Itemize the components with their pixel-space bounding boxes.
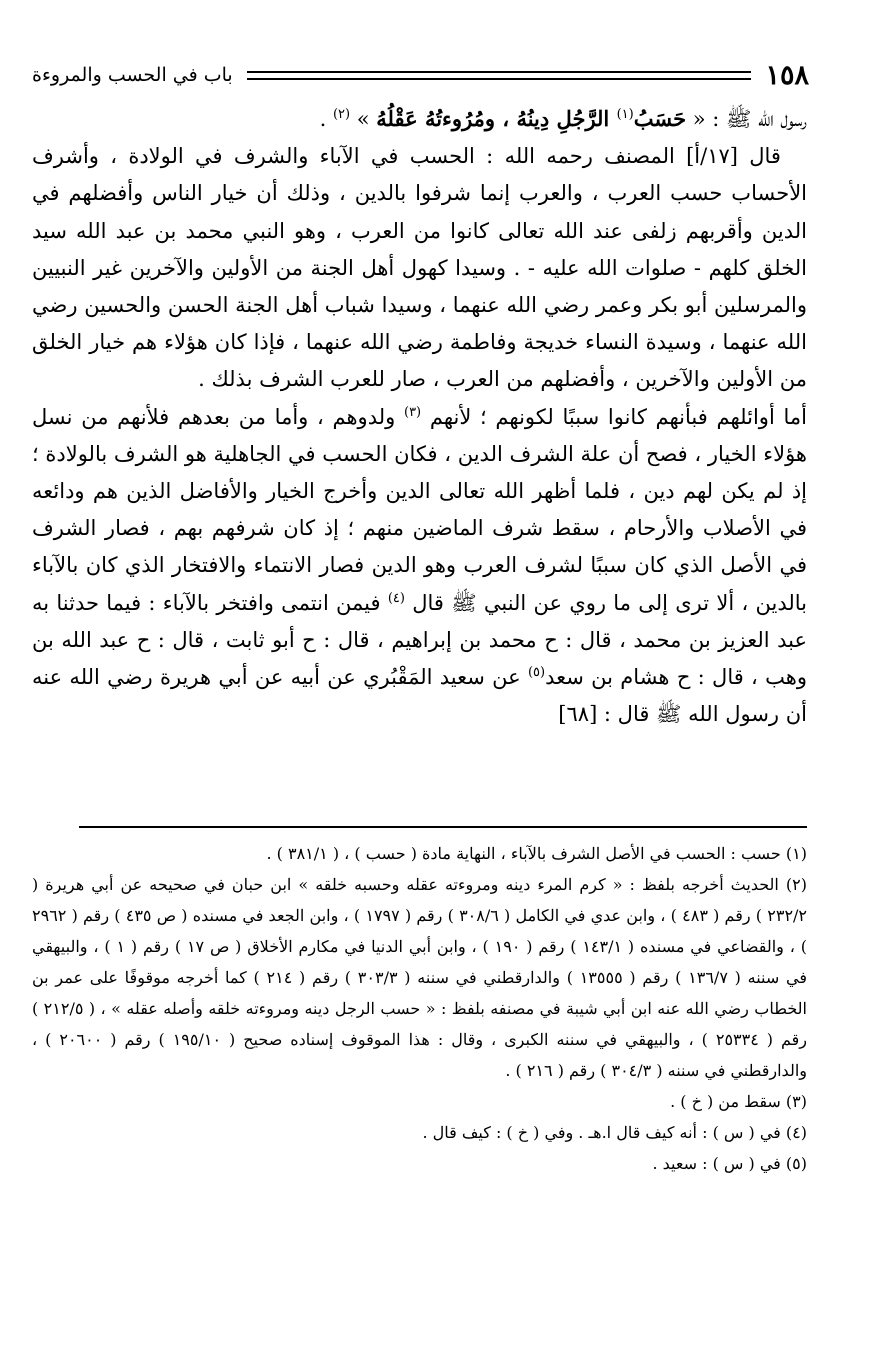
p3-text-c: فيمن انتمى وافتخر بالآباء : فيما حدثنا به عبد العزيز بن محمد ، قال : ح محمد بن إبراهيم ، قال : ح أبو ثابت ، قال : ح عبد الله بن وهب ، قال : ح هشام بن سعد [32, 590, 807, 690]
page-number: ١٥٨ [765, 59, 809, 91]
footnote-ref-2: (٢) [332, 107, 351, 122]
footnote-separator [79, 826, 807, 828]
footnote-ref-5: (٥) [527, 665, 546, 681]
p2-text: قال [١٧/أ] المصنف رحمه الله : الحسب في الآباء والشرف في الولادة ، وأشرف الأحساب حسب العرب ، والعرب إنما شرفوا بالدين ، وذلك أن خيار الناس وأفضلهم في الدين وأقربهم زلفى عند الله تعالى كانوا من العرب ، وهو النبي محمد بن عبد الله سيد الخلق كلهم - صلوات الله عليه - . وسيدا كهول أهل الجنة من الأولين والآخرين غير النبيين والمرسلين أبو بكر وعمر رضي الله عنهما ، وسيدا شباب أهل الجنة الحسن والحسين رضي الله عنهما ، وسيدة النساء خديجة وفاطمة رضي الله عنهما ، فإذا كان هؤلاء هم خيار الخلق من الأولين والآخرين ، وأفضلهم من العرب ، صار للعرب الشرف بذلك . [32, 144, 807, 392]
p3-text-d: عن سعيد المَقْبُري عن أبيه عن أبي هريرة رضي الله عنه أن رسول الله ﷺ قال : [٦٨] [32, 665, 807, 727]
paragraph-1 [32, 100, 807, 138]
footnote-2: (٢) الحديث أخرجه بلفظ : « كرم المرء دينه ومروءته عقله وحسبه خلقه » ابن حبان في صحيحه عن أبي هريرة ( ٢٣٢/٢ ) رقم ( ٤٨٣ ) ، وابن عدي في الكامل ( ٣٠٨/٦ ) رقم ( ١٧٩٧ ) ، وابن الجعد في مسنده ( ص ٤٣٥ ) رقم ( ٢٩٦٢ ) ، والقضاعي في مسنده ( ١٤٣/١ ) رقم ( ١٩٠ ) ، وابن أبي الدنيا في مكارم الأخلاق ( ص ١٧ ) رقم ( ١ ) ، والبيهقي في سننه ( ١٣٦/٧ ) رقم ( ١٣٥٥٥ ) والدارقطني في سننه ( ٣٠٣/٣ ) رقم ( ٢١٤ ) كما أخرجه موقوفًا على عمر بن الخطاب رضي الله عنه ابن أبي شيبة في مصنفه بلفظ : « حسب الرجل دينه ومروءته خلقه وأصله عقله » ، ( ٢١٢/٥ ) رقم ( ٢٥٣٣٤ ) ، والبيهقي في سننه الكبرى ، وقال : هذا الموقوف إسناده صحيح ( ١٩٥/١٠ ) رقم ( ٢٠٦٠٠ ) ، والدارقطني في سننه ( ٣٠٤/٣ ) رقم ( ٢١٦ ) . [32, 875, 808, 1080]
footnote-4: (٤) في ( س ) : أنه كيف قال ا.هـ . وفي ( خ ) : كيف قال . [422, 1123, 807, 1142]
hadith-part-a: حَسَبُ [633, 106, 687, 131]
p3-text-a: أما أوائلهم فبأنهم كانوا سببًا لكونهم ؛ لأنهم [421, 404, 807, 429]
footnote-ref-1: (١) [616, 107, 634, 122]
p3-text-b: ولدوهم ، وأما من بعدهم فلأنهم من نسل هؤلاء الخيار ، فصح أن علة الشرف الدين ، فكان الحسب في الجاهلية هو الشرف بالولادة ؛ إذ لم يكن لهم دين ، فلما أظهر الله تعالى الدين وأخرج الخيار والأفاضل الذين هم ودائعه في الأصلاب والأرحام ، سقط شرف الماضين منهم ؛ إذ كان شرفهم بهم ، فصار الشرف في الأصل الذي كان سببًا لشرف العرب وهو الدين فصار الانتماء والافتخار الذي كان بالآباء بالدين ، ألا ترى إلى ما روي عن النبي ﷺ قال [32, 404, 807, 615]
chapter-title: باب في الحسب والمروءة [32, 64, 233, 86]
footnote-3: (٣) سقط من ( خ ) . [670, 1092, 807, 1111]
paragraph-3 [32, 399, 807, 734]
p1-pre: رسول الله ﷺ : « [686, 107, 807, 131]
header-double-rule [247, 71, 752, 80]
p1-post: » [350, 107, 377, 131]
footnotes [32, 838, 807, 1179]
footnote-5: (٥) في ( س ) : سعيد . [652, 1154, 807, 1173]
footnote-ref-3: (٣) [403, 404, 422, 420]
p1-end: . [319, 107, 333, 131]
paragraph-2 [32, 138, 807, 398]
hadith-part-b: الرَّجُلِ دِينُهُ ، ومُرُوءتُهُ عَقْلُهُ [376, 106, 617, 131]
page-header [32, 55, 809, 95]
footnote-ref-4: (٤) [387, 590, 405, 606]
footnote-1: (١) حسب : الحسب في الأصل الشرف بالآباء ، النهاية مادة ( حسب ) ، ( ٣٨١/١ ) . [266, 844, 807, 863]
main-text [32, 100, 807, 733]
